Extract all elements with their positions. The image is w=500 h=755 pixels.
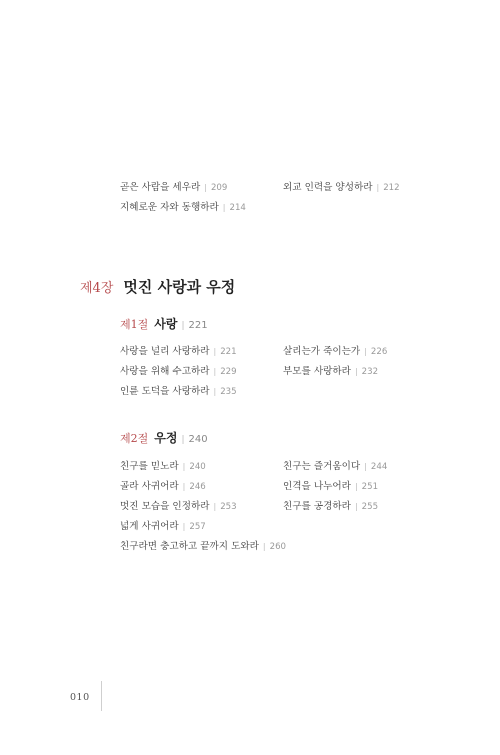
entry-page: 226: [370, 347, 388, 357]
entry-title: 넓게 사귀어라: [120, 521, 179, 532]
section-page: 221: [188, 320, 208, 331]
toc-entry: [120, 458, 206, 472]
toc-entry: [283, 498, 378, 512]
entry-separator: |: [213, 367, 217, 376]
entry-title: 사랑을 널리 사랑하라: [120, 346, 210, 357]
toc-entry: [120, 199, 246, 213]
entry-separator: |: [213, 347, 217, 356]
entry-separator: |: [354, 367, 358, 376]
entry-separator: |: [262, 542, 266, 551]
toc-entry: [283, 179, 400, 193]
toc-entry: [120, 478, 206, 492]
entry-title: 부모를 사랑하라: [283, 366, 351, 377]
entry-page: 209: [210, 183, 228, 193]
entry-page: 229: [220, 367, 237, 377]
entry-title: 지혜로운 자와 동행하라: [120, 202, 219, 213]
entry-title: 곧은 사람을 세우라: [120, 182, 201, 193]
entry-title: 외교 인력을 양성하라: [283, 182, 373, 193]
toc-entry: [120, 383, 237, 397]
section-label: 제2절: [120, 432, 149, 445]
toc-entry: [120, 179, 227, 193]
toc-entry: [283, 363, 378, 377]
entry-title: 친구를 믿노라: [120, 461, 179, 472]
section-title: 우정: [154, 431, 178, 445]
entry-separator: |: [213, 502, 217, 511]
entry-page: 212: [383, 183, 400, 193]
entry-title: 친구를 공경하라: [283, 501, 351, 512]
toc-entry: [283, 478, 378, 492]
entry-separator: |: [182, 462, 186, 471]
toc-entry: [120, 498, 237, 512]
chapter-label: 제4장: [80, 281, 114, 296]
section-title: 사랑: [154, 317, 178, 331]
entry-page: 251: [361, 482, 379, 492]
entry-page: 235: [220, 387, 237, 397]
entry-page: 232: [361, 367, 379, 377]
entry-page: 246: [189, 482, 206, 492]
section-separator: |: [181, 435, 185, 445]
entry-title: 멋진 모습을 인정하라: [120, 501, 210, 512]
entry-title: 살리는가 죽이는가: [283, 346, 361, 357]
entry-separator: |: [182, 482, 186, 491]
entry-separator: |: [213, 387, 217, 396]
chapter-title: 멋진 사랑과 우정: [123, 278, 236, 296]
toc-entry: [283, 343, 387, 357]
entry-separator: |: [364, 347, 367, 356]
entry-page: 214: [229, 203, 246, 213]
entry-separator: |: [204, 183, 207, 192]
section-separator: |: [181, 321, 185, 331]
entry-page: 253: [220, 502, 237, 512]
entry-title: 사랑을 위해 수고하라: [120, 366, 210, 377]
toc-entry: [120, 363, 237, 377]
entry-page: 244: [370, 462, 388, 472]
section-label: 제1절: [120, 318, 149, 331]
entry-separator: |: [222, 203, 226, 212]
section-page: 240: [188, 434, 208, 445]
toc-entry: [120, 343, 237, 357]
entry-page: 257: [189, 522, 206, 532]
section-heading: [120, 427, 208, 446]
entry-title: 골라 사귀어라: [120, 481, 179, 492]
entry-title: 친구라면 충고하고 끝까지 도와라: [120, 541, 259, 552]
entry-separator: |: [354, 482, 358, 491]
folio-divider: [101, 681, 102, 711]
entry-separator: |: [364, 462, 367, 471]
entry-separator: |: [354, 502, 358, 511]
entry-page: 221: [220, 347, 237, 357]
entry-page: 240: [189, 462, 206, 472]
section-heading: [120, 313, 208, 332]
entry-page: 255: [361, 502, 379, 512]
toc-entry: [120, 538, 286, 552]
entry-separator: |: [182, 522, 186, 531]
entry-title: 인격을 나누어라: [283, 481, 351, 492]
entry-title: 친구는 즐거움이다: [283, 461, 361, 472]
toc-entry: [120, 518, 206, 532]
page-number: 010: [70, 692, 90, 703]
entry-page: 260: [269, 542, 287, 552]
entry-title: 인륜 도덕을 사랑하라: [120, 386, 210, 397]
chapter-heading: [80, 276, 235, 297]
entry-separator: |: [376, 183, 380, 192]
toc-entry: [283, 458, 387, 472]
